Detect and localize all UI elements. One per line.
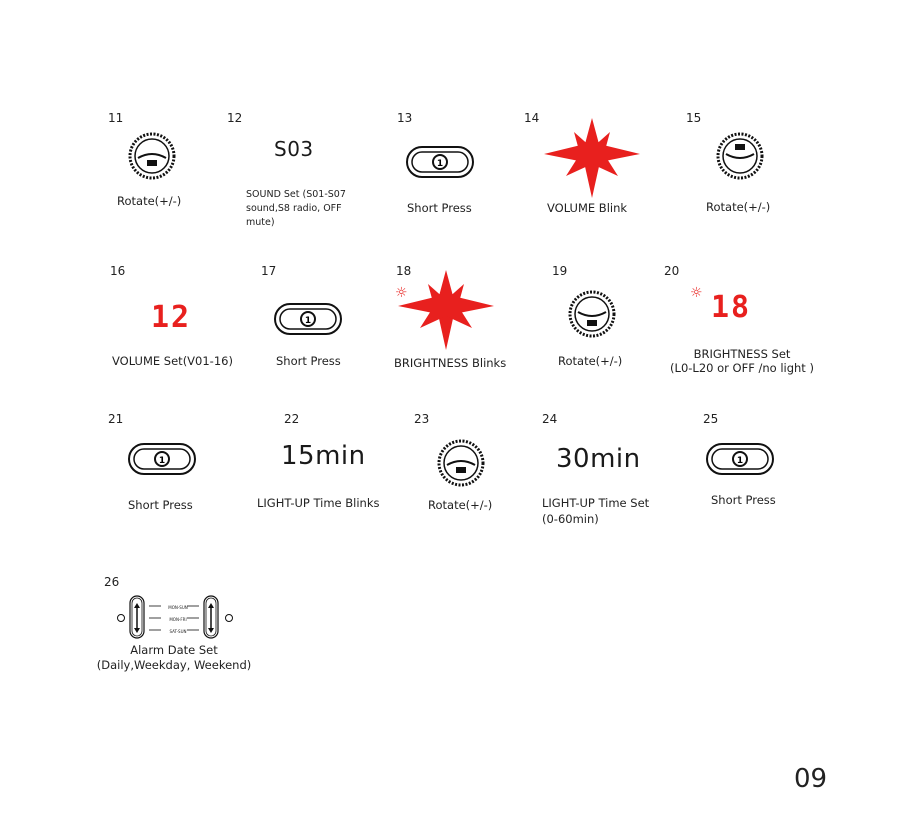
- display-value: 15min: [281, 441, 366, 471]
- step-number: 11: [108, 111, 124, 125]
- step-caption: Short Press: [276, 354, 341, 368]
- step-caption: [668, 347, 816, 375]
- step-caption: [92, 643, 256, 673]
- svg-text:1: 1: [736, 456, 744, 466]
- led-display: 18: [711, 290, 752, 325]
- snooze-knob-icon: [437, 439, 485, 491]
- blink-burst-icon: [544, 118, 640, 202]
- step-caption: Short Press: [407, 201, 472, 215]
- step-number: 12: [227, 111, 243, 125]
- step-number: 22: [284, 412, 300, 426]
- caption-line: SOUND Set (S01-S07: [246, 189, 346, 200]
- step-number: 17: [261, 264, 277, 278]
- step-number: 13: [397, 111, 413, 125]
- step-number: 21: [108, 412, 124, 426]
- step-number: 23: [414, 412, 430, 426]
- alarm-clock-icon: [118, 615, 125, 622]
- caption-line: sound,S8 radio, OFF: [246, 203, 342, 214]
- slider-label: SAT-SUN: [169, 629, 187, 634]
- snooze-knob-icon: [568, 290, 616, 342]
- svg-text:1: 1: [436, 159, 444, 169]
- caption-line: (0-60min): [542, 512, 599, 526]
- step-number: 16: [110, 264, 126, 278]
- brightness-icon: ☼: [690, 285, 703, 301]
- alarm-button-icon: [128, 443, 196, 479]
- alarm-button-icon: [406, 146, 474, 182]
- step-number: 24: [542, 412, 558, 426]
- brightness-icon: ☼: [395, 285, 408, 301]
- step-number: 26: [104, 575, 120, 589]
- page-number: 09: [794, 764, 828, 794]
- step-caption: VOLUME Set(V01-16): [112, 354, 233, 368]
- display-value: 30min: [556, 444, 641, 474]
- caption-line: (Daily,Weekday, Weekend): [96, 658, 252, 672]
- blink-burst-icon: [398, 270, 494, 354]
- caption-line: Alarm Date Set: [130, 643, 218, 657]
- display-value: S03: [274, 137, 314, 161]
- slider-label: MON-FRI: [169, 617, 187, 622]
- step-number: 20: [664, 264, 680, 278]
- alarm-button-icon: [706, 443, 774, 479]
- alarm-clock-icon: [226, 615, 233, 622]
- svg-text:1: 1: [158, 456, 166, 466]
- step-caption: Short Press: [711, 493, 776, 507]
- step-caption: Rotate(+/-): [428, 498, 493, 512]
- step-caption: Rotate(+/-): [706, 200, 771, 214]
- step-caption: Rotate(+/-): [117, 194, 182, 208]
- slider-labels: [165, 602, 191, 638]
- caption-line: LIGHT-UP Time Set: [542, 496, 650, 510]
- step-number: 25: [703, 412, 719, 426]
- step-caption: LIGHT-UP Time Blinks: [257, 496, 380, 510]
- snooze-knob-icon: [128, 132, 176, 184]
- led-display: 12: [151, 300, 192, 335]
- caption-line: (L0-L20 or OFF /no light ): [670, 361, 814, 375]
- step-caption: [542, 495, 649, 527]
- step-caption: Rotate(+/-): [558, 354, 623, 368]
- svg-text:1: 1: [304, 316, 312, 326]
- step-caption: [246, 188, 346, 230]
- step-caption: BRIGHTNESS Blinks: [394, 356, 507, 370]
- step-caption: Short Press: [128, 498, 193, 512]
- step-number: 15: [686, 111, 702, 125]
- alarm-button-icon: [274, 303, 342, 339]
- step-number: 14: [524, 111, 540, 125]
- snooze-knob-icon: [716, 132, 764, 184]
- slider-label: MON-SUN: [168, 605, 188, 610]
- caption-line: BRIGHTNESS Set: [693, 347, 791, 361]
- step-number: 18: [396, 264, 412, 278]
- caption-line: mute): [246, 217, 275, 228]
- step-caption: VOLUME Blink: [547, 201, 628, 215]
- step-number: 19: [552, 264, 568, 278]
